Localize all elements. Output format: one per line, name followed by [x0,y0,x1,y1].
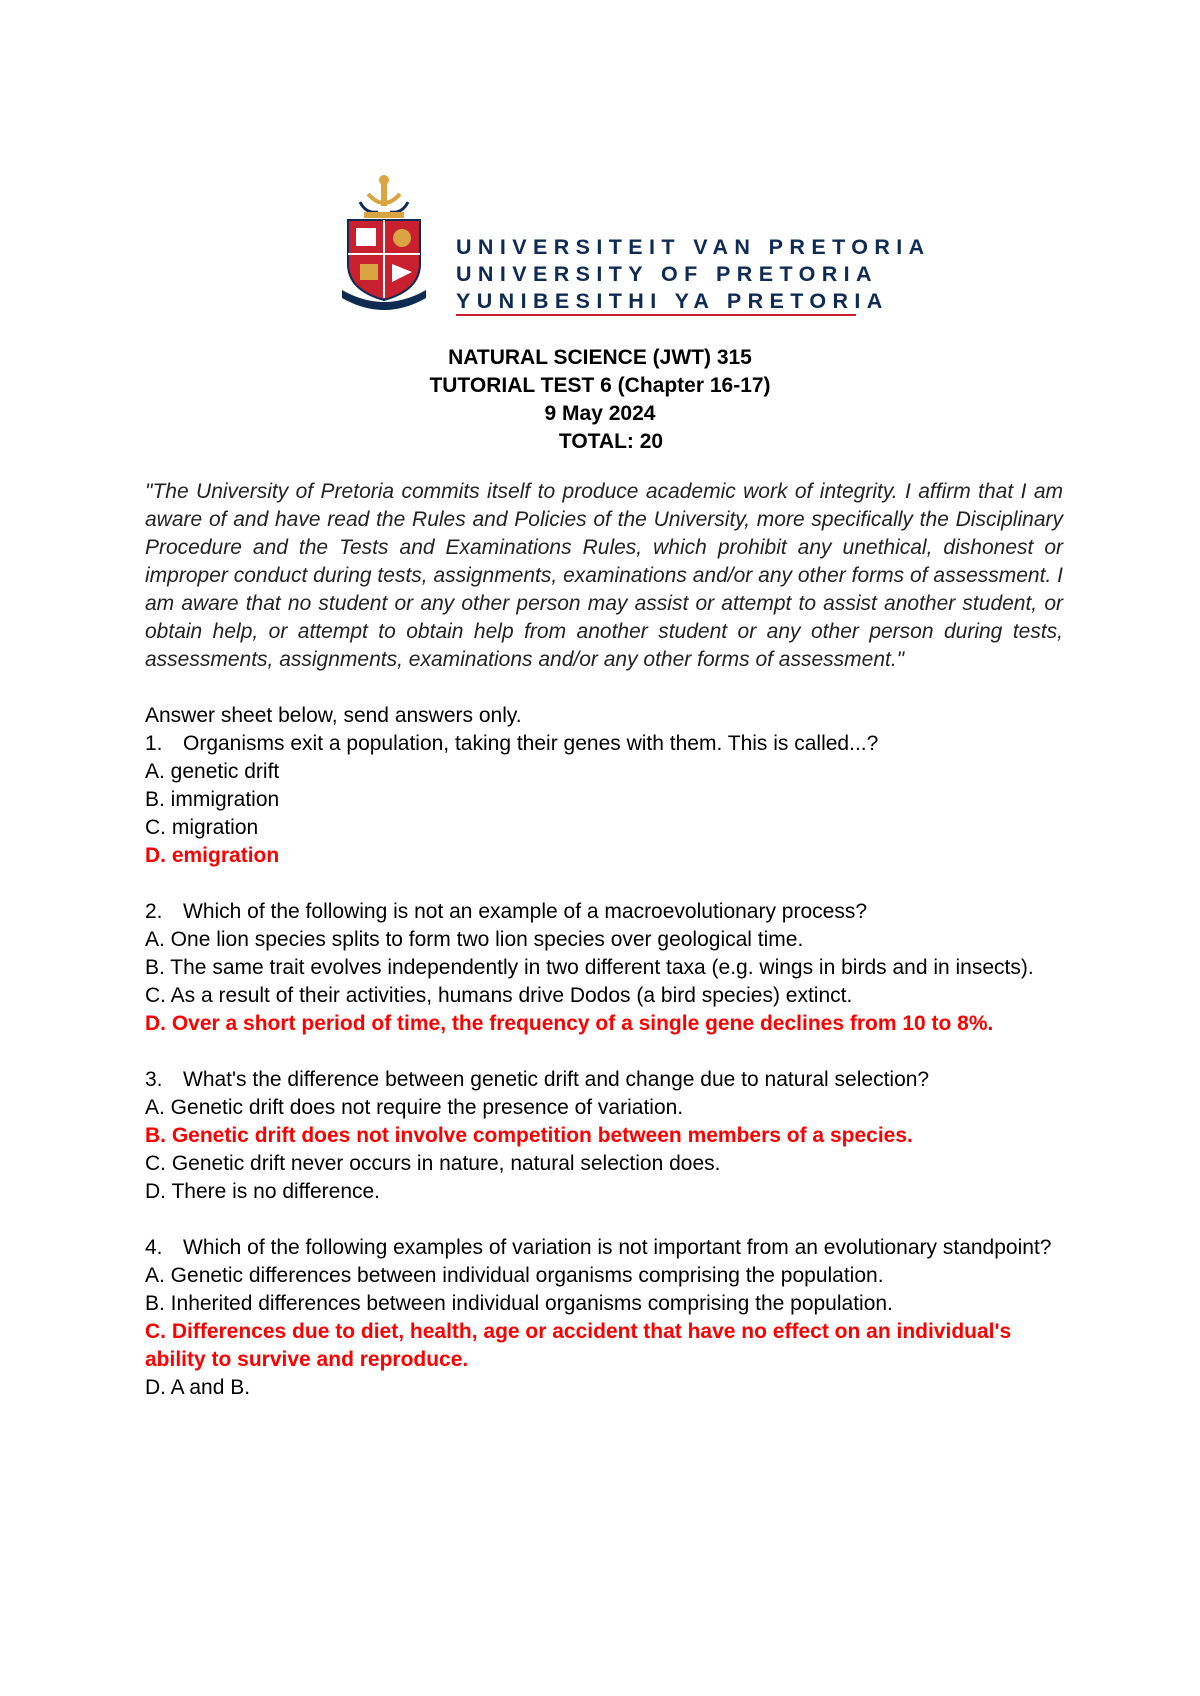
correct-answer-option: C. Differences due to diet, health, age or accident that have no effect on an individual's ability to survive and reproduce. [145,1320,1012,1371]
university-logo [338,172,931,318]
question-text: Which of the following examples of variation is not important from an evolutionary standpoint? [183,1236,1052,1259]
question-spacer [145,1038,1063,1066]
answer-option: A. One lion species splits to form two lion species over geological time. [145,928,804,951]
wordmark-line-english: UNIVERSITY OF PRETORIA [456,262,878,286]
answer-option: A. genetic drift [145,760,280,783]
question-spacer [145,1206,1063,1234]
correct-answer-option: B. Genetic drift does not involve competition between members of a species. [145,1124,913,1147]
question-block [145,1234,1063,1402]
question-stem [145,1066,1063,1094]
test-date: 9 May 2024 [544,402,656,425]
answer-option: A. Genetic drift does not require the presence of variation. [145,1096,684,1119]
question-text: Which of the following is not an example of a macroevolutionary process? [183,900,868,923]
question-spacer [145,870,1063,898]
answer-option: C. Genetic drift never occurs in nature, natural selection does. [145,1152,721,1175]
answer-instructions: Answer sheet below, send answers only. [145,704,522,727]
wordmark-line-afrikaans: UNIVERSITEIT VAN PRETORIA [456,235,931,259]
question-stem [145,730,1063,758]
question-text: What's the difference between genetic drift and change due to natural selection? [183,1068,930,1091]
correct-answer-option: D. Over a short period of time, the frequency of a single gene declines from 10 to 8%. [145,1012,994,1035]
answer-option: A. Genetic differences between individual organisms comprising the population. [145,1264,884,1287]
question-number: 3. [145,1068,163,1091]
question-stem [145,1234,1063,1262]
integrity-pledge: "The University of Pretoria commits itself to produce academic work of integrity. I affirm that I am aware of and have read the Rules and Policies of the University, more specifically the Disciplinary Procedure and the Tests and Examinations Rules, which prohibit any unethical, dishonest or improper conduct during tests, assignments, examinations and/or any other forms of assessment. I am aware that no student or any other person may assist or attempt to assist another student, or obtain help, or attempt to obtain help from another student or any other person during tests, assessments, assignments, examinations and/or any other forms of assessment." [145,480,1063,671]
question-number: 1. [145,732,163,755]
wordmark-underline [456,314,856,316]
question-number: 2. [145,900,163,923]
answer-option: C. As a result of their activities, humans drive Dodos (a bird species) extinct. [145,984,853,1007]
wordmark-line-sepedi: YUNIBESITHI YA PRETORIA [456,289,889,313]
answer-option: B. The same trait evolves independently in two different taxa (e.g. wings in birds and in insects). [145,956,1034,979]
test-body [145,478,1063,1402]
answer-option: D. A and B. [145,1376,251,1399]
university-crest-icon [338,172,430,312]
question-block [145,1066,1063,1206]
question-block [145,730,1063,870]
answer-option: B. Inherited differences between individual organisms comprising the population. [145,1292,893,1315]
question-stem [145,898,1063,926]
correct-answer-option: D. emigration [145,844,280,867]
university-wordmark [456,234,931,315]
test-total: TOTAL: 20 [558,430,664,453]
answer-option: B. immigration [145,788,280,811]
course-title: NATURAL SCIENCE (JWT) 315 [448,346,752,369]
answer-option: C. migration [145,816,259,839]
question-list [145,730,1063,1402]
test-title: TUTORIAL TEST 6 (Chapter 16-17) [429,374,771,397]
question-number: 4. [145,1236,163,1259]
answer-option: D. There is no difference. [145,1180,381,1203]
test-header [0,344,1200,456]
question-text: Organisms exit a population, taking their genes with them. This is called...? [183,732,879,755]
question-block [145,898,1063,1038]
